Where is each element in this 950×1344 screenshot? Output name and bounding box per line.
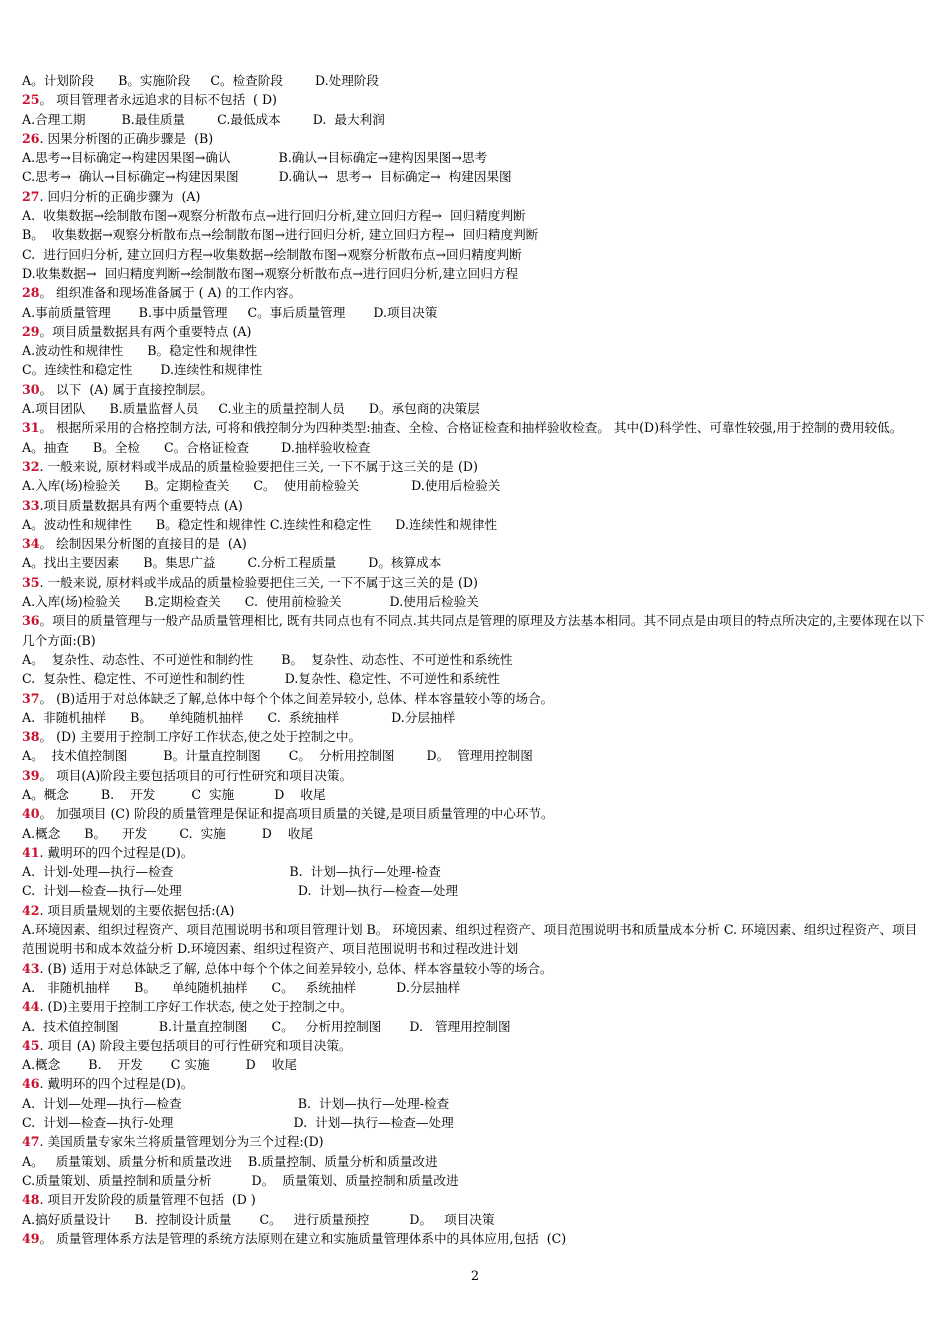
question-line [22, 187, 928, 206]
question-number: 33 [22, 497, 40, 513]
line-text: . 项目开发阶段的质量管理不包括 (D ) [39, 1192, 256, 1208]
question-line [22, 689, 928, 708]
option-line [22, 862, 928, 881]
line-text: A.合理工期 B.最佳质量 C.最低成本 D. 最大利润 [22, 111, 385, 127]
question-line [22, 997, 928, 1016]
question-line [22, 611, 928, 650]
line-text: A.波动性和规律性 B。稳定性和规律性 [22, 343, 258, 359]
option-line [22, 881, 928, 900]
question-line [22, 727, 928, 746]
question-number: 28 [22, 285, 40, 301]
line-text: A. 计划-处理—执行—检查 B. 计划—执行—处理-检查 [22, 864, 441, 880]
line-text: . 一般来说, 原材料或半成品的质量检验要把住三关, 一下不属于这三关的是 (D) [39, 458, 478, 474]
option-line [22, 341, 928, 360]
question-number: 29 [22, 323, 40, 339]
line-text: A. 非随机抽样 B。 单纯随机抽样 C。 系统抽样 D.分层抽样 [22, 979, 461, 995]
option-line [22, 360, 928, 379]
line-text: A。 复杂性、动态性、不可逆性和制约性 B。 复杂性、动态性、不可逆性和系统性 [22, 651, 513, 667]
question-number: 48 [22, 1192, 40, 1208]
line-text: A.思考→目标确定→构建因果图→确认 B.确认→目标确定→建构因果图→思考 [22, 150, 488, 166]
question-number: 40 [22, 806, 40, 822]
line-text: . 戴明环的四个过程是(D)。 [39, 1076, 194, 1092]
line-text: . (B) 适用于对总体缺乏了解, 总体中每个个体之间差异较小, 总体、样本容量较小等的场合。 [39, 960, 553, 976]
option-line [22, 650, 928, 669]
line-text: A.概念 B。 开发 C. 实施 D 收尾 [22, 825, 314, 841]
line-text: C.思考→ 确认→目标确定→构建因果图 D.确认→ 思考→ 目标确定→ 构建因果图 [22, 169, 512, 185]
question-number: 27 [22, 188, 40, 204]
line-text: . 美国质量专家朱兰将质量管理划分为三个过程:(D) [39, 1134, 324, 1150]
line-text: A. 技术值控制图 B.计量直控制图 C。 分析用控制图 D. 管理用控制图 [22, 1018, 511, 1034]
option-line [22, 824, 928, 843]
line-text: 。 根据所采用的合格控制方法, 可将和俄控制分为四种类型:抽查、全检、合格证检查和抽样验收检查。 其中(D)科学性、可靠性较强,用于控制的费用较低。 [39, 420, 903, 436]
line-text: C. 计划—检查—执行—处理 D. 计划—执行—检查—处理 [22, 883, 459, 899]
line-text: 。 项目管理者永远追求的目标不包括 ( D) [39, 92, 277, 108]
option-line [22, 476, 928, 495]
option-line [22, 225, 928, 244]
question-line [22, 380, 928, 399]
question-number: 30 [22, 381, 40, 397]
line-text: A。概念 B. 开发 C 实施 D 收尾 [22, 786, 326, 802]
option-line [22, 1113, 928, 1132]
line-text: A。 质量策划、质量分析和质量改进 B.质量控制、质量分析和质量改进 [22, 1153, 438, 1169]
option-line [22, 669, 928, 688]
line-text: A.环境因素、组织过程资产、项目范围说明书和项目管理计划 B。 环境因素、组织过程资产、项目范围说明书和质量成本分析 C. 环境因素、组织过程资产、项目范围说明书和成本效益分析 D.环境因素、组织过程资产、项目范围说明书和过程改进计划 [22, 922, 918, 957]
question-line [22, 901, 928, 920]
line-text: B。 收集数据→观察分析散布点→绘制散布图→进行回归分析, 建立回归方程→ 回归精度判断 [22, 227, 539, 243]
line-text: A.事前质量管理 B.事中质量管理 C。事后质量管理 D.项目决策 [22, 304, 438, 320]
option-line [22, 1152, 928, 1171]
line-text: 。 加强项目 (C) 阶段的质量管理是保证和提高项目质量的关键,是项目质量管理的中心环节。 [39, 806, 554, 822]
question-line [22, 457, 928, 476]
line-text: C。连续性和稳定性 D.连续性和规律性 [22, 362, 263, 378]
line-text: 。 (D) 主要用于控制工序好工作状态,使之处于控制之中。 [39, 729, 362, 745]
option-line [22, 399, 928, 418]
option-line [22, 148, 928, 167]
question-number: 42 [22, 902, 40, 918]
option-line [22, 746, 928, 765]
line-text: 。 (B)适用于对总体缺乏了解,总体中每个个体之间差异较小, 总体、样本容量较小等的场合。 [39, 690, 554, 706]
line-text: A.概念 B. 开发 C 实施 D 收尾 [22, 1057, 297, 1073]
question-number: 47 [22, 1134, 40, 1150]
line-text: A.搞好质量设计 B. 控制设计质量 C。 进行质量预控 D。 项目决策 [22, 1211, 495, 1227]
question-line [22, 1074, 928, 1093]
line-text: C. 进行回归分析, 建立回归方程→收集数据→绘制散布图→观察分析散布点→回归精度判断 [22, 246, 522, 262]
line-text: . 项目 (A) 阶段主要包括项目的可行性研究和项目决策。 [39, 1037, 352, 1053]
line-text: C. 复杂性、稳定性、不可逆性和制约性 D.复杂性、稳定性、不可逆性和系统性 [22, 671, 500, 687]
line-text: 。项目的质量管理与一般产品质量管理相比, 既有共同点也有不同点.其共同点是管理的原理及方法基本相同。其不同点是由项目的特点所决定的,主要体现在以下几个方面:(B) [22, 613, 925, 648]
option-line [22, 110, 928, 129]
line-text: A.入库(场)检验关 B.定期检查关 C. 使用前检验关 D.使用后检验关 [22, 594, 479, 610]
question-number: 44 [22, 999, 40, 1015]
option-line [22, 1055, 928, 1074]
question-number: 41 [22, 844, 40, 860]
line-text: A。抽查 B。全检 C。合格证检查 D.抽样验收检查 [22, 439, 371, 455]
option-line [22, 438, 928, 457]
option-line [22, 245, 928, 264]
option-line [22, 592, 928, 611]
question-number: 34 [22, 536, 40, 552]
question-line [22, 129, 928, 148]
page-number: 2 [470, 1269, 480, 1284]
question-line [22, 804, 928, 823]
question-number: 49 [22, 1230, 40, 1246]
question-line [22, 1229, 928, 1248]
question-line [22, 573, 928, 592]
question-line [22, 534, 928, 553]
question-line [22, 959, 928, 978]
option-line [22, 206, 928, 225]
line-text: A. 非随机抽样 B。 单纯随机抽样 C. 系统抽样 D.分层抽样 [22, 709, 456, 725]
line-text: .项目质量数据具有两个重要特点 (A) [39, 497, 243, 513]
question-number: 36 [22, 613, 40, 629]
line-text: D.收集数据→ 回归精度判断→绘制散布图→观察分析散布点→进行回归分析,建立回归方程 [22, 265, 519, 281]
line-text: C. 计划—检查—执行-处理 D. 计划—执行—检查—处理 [22, 1115, 454, 1131]
question-number: 35 [22, 574, 40, 590]
line-text: A。找出主要因素 B。集思广益 C.分析工程质量 D。核算成本 [22, 555, 442, 571]
question-number: 43 [22, 960, 40, 976]
option-line [22, 785, 928, 804]
option-line [22, 303, 928, 322]
line-text: 。项目质量数据具有两个重要特点 (A) [39, 323, 252, 339]
question-number: 45 [22, 1037, 40, 1053]
question-number: 38 [22, 729, 40, 745]
question-line [22, 90, 928, 109]
option-line [22, 553, 928, 572]
question-number: 26 [22, 130, 40, 146]
option-line [22, 167, 928, 186]
question-number: 31 [22, 420, 40, 436]
line-text: C.质量策划、质量控制和质量分析 D。 质量策划、质量控制和质量改进 [22, 1172, 459, 1188]
line-text: 。 以下 (A) 属于直接控制层。 [39, 381, 213, 397]
question-number: 37 [22, 690, 40, 706]
line-text: A。 技术值控制图 B。计量直控制图 C。 分析用控制图 D。 管理用控制图 [22, 748, 533, 764]
line-text: . (D)主要用于控制工序好工作状态, 使之处于控制之中。 [39, 999, 353, 1015]
option-line [22, 978, 928, 997]
line-text: . 戴明环的四个过程是(D)。 [39, 844, 194, 860]
option-line [22, 708, 928, 727]
document-body [22, 71, 928, 1248]
option-line [22, 1094, 928, 1113]
line-text: 。 绘制因果分析图的直接目的是 (A) [39, 536, 247, 552]
line-text: A.项目团队 B.质量监督人员 C.业主的质量控制人员 D。承包商的决策层 [22, 401, 480, 417]
line-text: 。 组织准备和现场准备属于 ( A) 的工作内容。 [39, 285, 302, 301]
line-text: . 项目质量规划的主要依据包括:(A) [39, 902, 235, 918]
question-number: 46 [22, 1076, 40, 1092]
question-line [22, 766, 928, 785]
question-line [22, 1036, 928, 1055]
option-line [22, 1017, 928, 1036]
line-text: A. 收集数据→绘制散布图→观察分析散布点→进行回归分析,建立回归方程→ 回归精度判断 [22, 208, 526, 224]
question-number: 39 [22, 767, 40, 783]
line-text: . 回归分析的正确步骤为 (A) [39, 188, 201, 204]
option-line [22, 264, 928, 283]
line-text: A. 计划—处理—执行—检查 B. 计划—执行—处理-检查 [22, 1095, 450, 1111]
question-line [22, 1132, 928, 1151]
line-text: A.入库(场)检验关 B。定期检查关 C。 使用前检验关 D.使用后检验关 [22, 478, 501, 494]
question-number: 32 [22, 458, 40, 474]
option-line [22, 1210, 928, 1229]
line-text: . 因果分析图的正确步骤是 (B) [39, 130, 214, 146]
option-line [22, 1171, 928, 1190]
question-line [22, 283, 928, 302]
question-line [22, 322, 928, 341]
question-line [22, 843, 928, 862]
option-line [22, 920, 928, 959]
question-line [22, 1190, 928, 1209]
question-line [22, 496, 928, 515]
line-text: 。 质量管理体系方法是管理的系统方法原则在建立和实施质量管理体系中的具体应用,包括 (C) [39, 1230, 567, 1246]
line-text: A。波动性和规律性 B。稳定性和规律性 C.连续性和稳定性 D.连续性和规律性 [22, 516, 498, 532]
option-line [22, 71, 928, 90]
line-text: . 一般来说, 原材料或半成品的质量检验要把住三关, 一下不属于这三关的是 (D) [39, 574, 478, 590]
line-text: A。计划阶段 B。实施阶段 C。检查阶段 D.处理阶段 [22, 73, 379, 88]
option-line [22, 515, 928, 534]
question-line [22, 418, 928, 437]
line-text: 。 项目(A)阶段主要包括项目的可行性研究和项目决策。 [39, 767, 353, 783]
question-number: 25 [22, 92, 40, 108]
